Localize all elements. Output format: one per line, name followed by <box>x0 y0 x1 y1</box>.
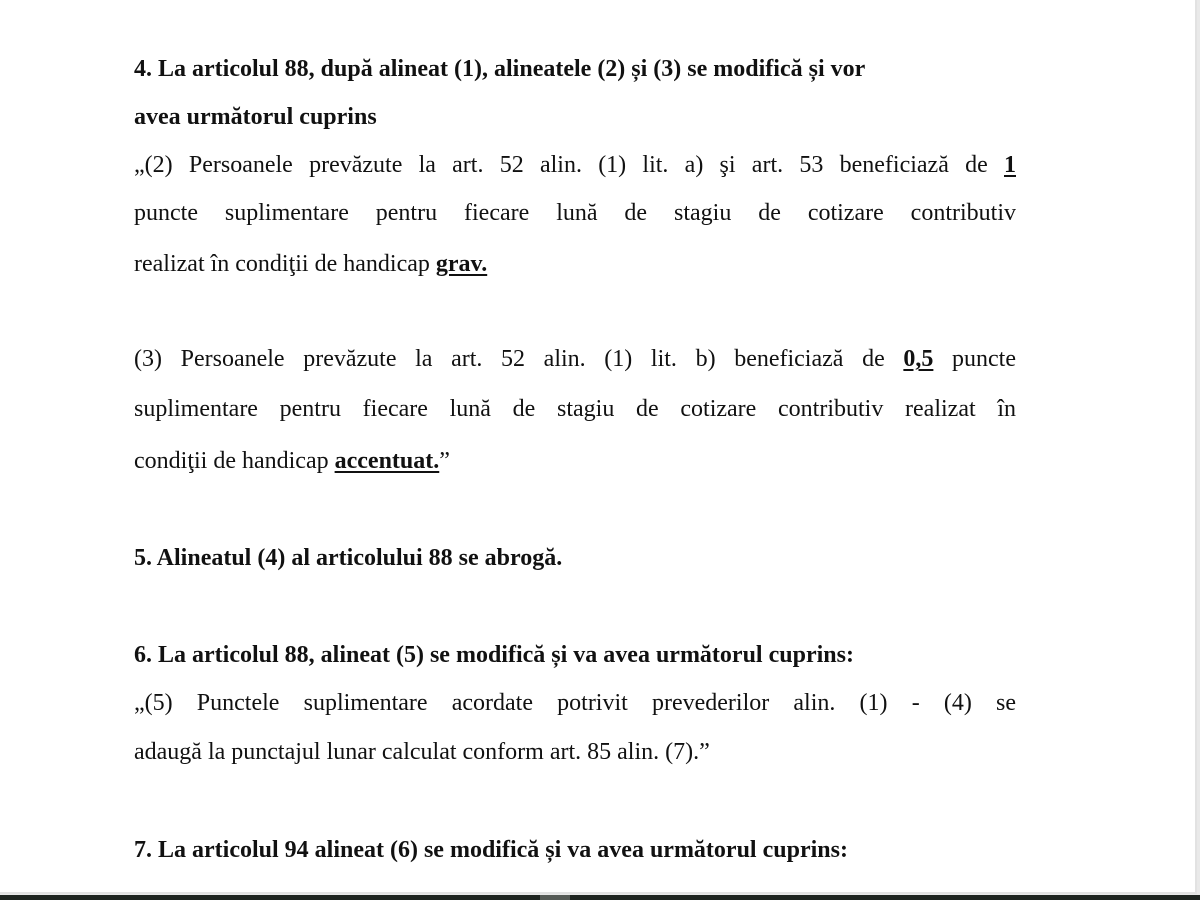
text-segment: 7. La articolul 94 alineat (6) se modifică și va avea următorul cuprins: <box>134 837 848 863</box>
text-line <box>134 737 1016 767</box>
text-segment: 4. La articolul 88, după alineat (1), alineatele (2) și (3) se modifică și vor <box>134 56 866 82</box>
text-line <box>134 150 1016 180</box>
text-segment: avea următorul cuprins <box>134 104 377 130</box>
text-line <box>134 249 1016 279</box>
text-line <box>134 54 1016 84</box>
text-segment: suplimentare pentru fiecare lună de stagiu de cotizare contributiv realizat în <box>134 396 1016 422</box>
text-line <box>134 102 1016 132</box>
text-segment: 5. Alineatul (4) al articolului 88 se abrogă. <box>134 545 563 571</box>
text-line <box>134 344 1016 374</box>
text-segment: puncte <box>933 346 1016 372</box>
text-line <box>134 394 1016 424</box>
text-segment: ” <box>439 448 450 474</box>
text-line <box>134 543 1016 573</box>
text-line <box>134 688 1016 718</box>
text-segment: „(5) Punctele suplimentare acordate potrivit prevederilor alin. (1) - (4) se <box>134 690 1016 716</box>
text-segment: adaugă la punctajul lunar calculat conform art. 85 alin. (7).” <box>134 739 710 765</box>
text-line <box>134 446 1016 476</box>
text-line <box>134 835 1016 865</box>
emphasized-text: 0,5 <box>903 346 934 372</box>
text-segment: realizat în condiţii de handicap <box>134 251 436 277</box>
text-line <box>134 198 1016 228</box>
emphasized-text: 1 <box>1004 152 1016 178</box>
text-segment: „(2) Persoanele prevăzute la art. 52 alin. (1) lit. a) şi art. 53 beneficiază de <box>134 152 1004 178</box>
bottom-bar <box>0 895 1200 900</box>
emphasized-text: grav. <box>435 251 488 277</box>
text-segment: condiţii de handicap <box>134 448 335 474</box>
text-segment: (3) Persoanele prevăzute la art. 52 alin. (1) lit. b) beneficiază de <box>134 346 904 372</box>
emphasized-text: accentuat. <box>334 448 440 474</box>
text-line <box>134 640 1016 670</box>
text-segment: puncte suplimentare pentru fiecare lună de stagiu de cotizare contributiv <box>134 200 1016 226</box>
text-segment: 6. La articolul 88, alineat (5) se modifică și va avea următorul cuprins: <box>134 642 854 668</box>
scrollbar-thumb[interactable] <box>540 895 570 900</box>
